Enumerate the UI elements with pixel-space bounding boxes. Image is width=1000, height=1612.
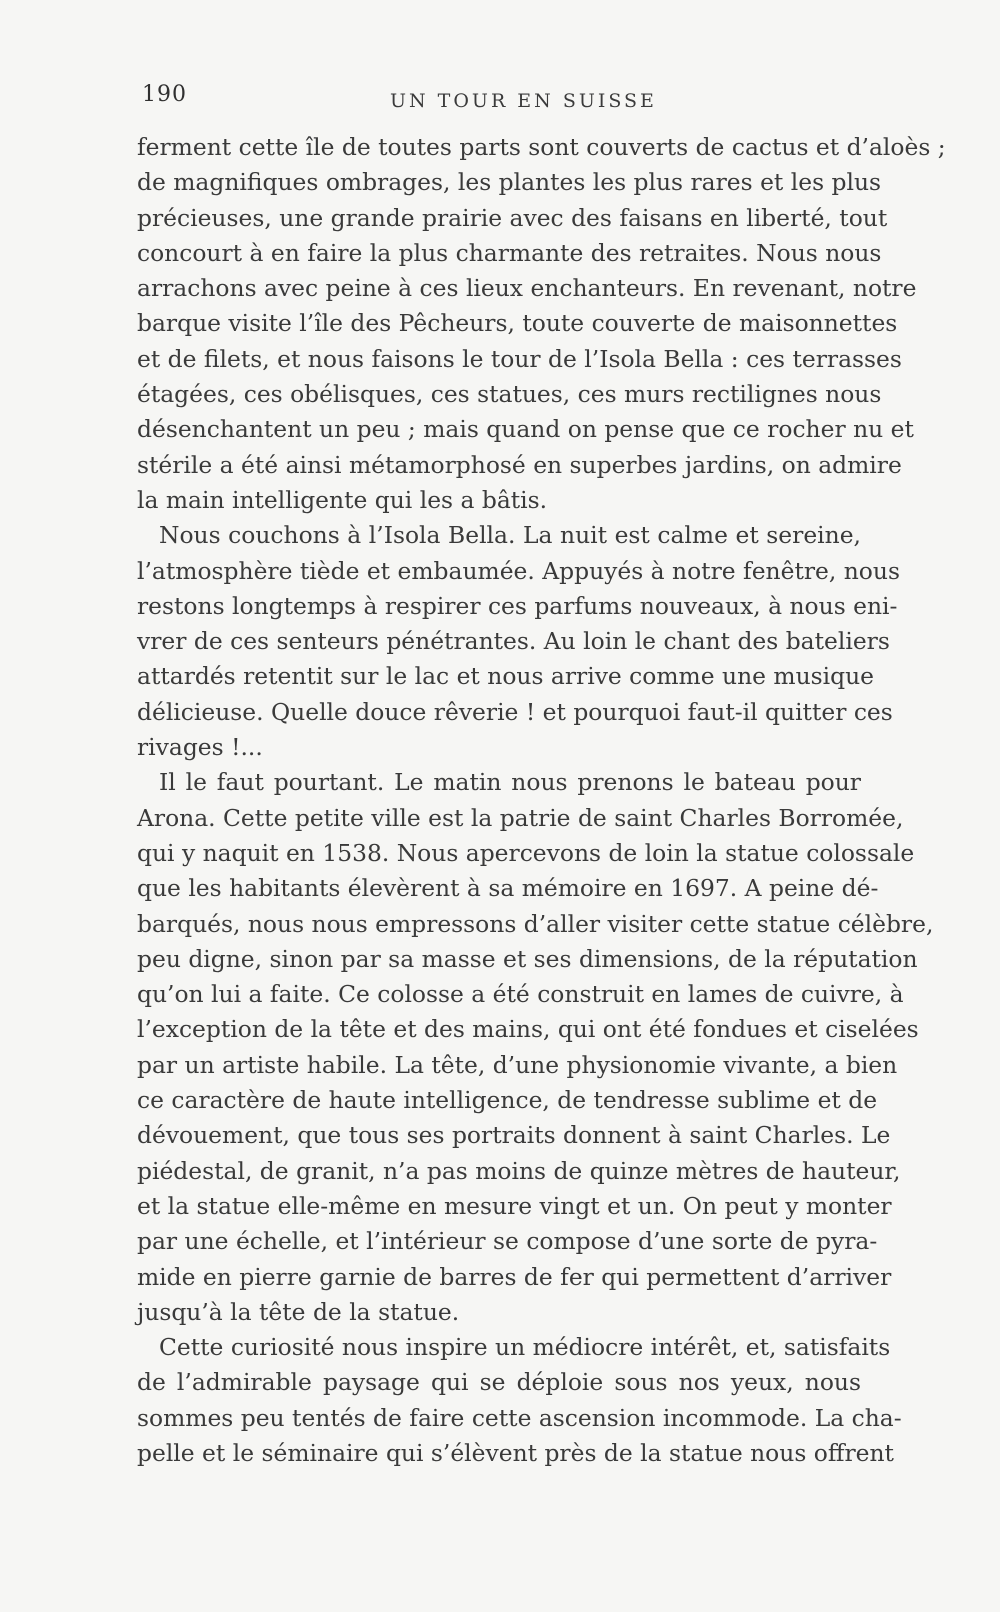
text-line: Nous couchons à l’Isola Bella. La nuit est calme et sereine, [159, 521, 861, 550]
text-line: Arona. Cette petite ville est la patrie de saint Charles Borromée, [137, 803, 904, 832]
paragraph [137, 518, 900, 765]
text-line: dévouement, que tous ses portraits donnent à saint Charles. Le [137, 1121, 891, 1150]
text-line: par un artiste habile. La tête, d’une physionomie vivante, a bien [137, 1050, 898, 1079]
paragraph [137, 765, 934, 1330]
text-line: et la statue elle-même en mesure vingt et un. On peut y monter [137, 1191, 892, 1220]
text-line: l’atmosphère tiède et embaumée. Appuyés à notre fenêtre, nous [137, 556, 900, 585]
text-line: restons longtemps à respirer ces parfums nouveaux, à nous eni- [137, 591, 898, 620]
text-line: qu’on lui a faite. Ce colosse a été construit en lames de cuivre, à [137, 980, 904, 1009]
text-line: pelle et le séminaire qui s’élèvent près de la statue nous offrent [137, 1438, 894, 1467]
text-line: concourt à en faire la plus charmante des retraites. Nous nous [137, 238, 882, 267]
text-line: qui y naquit en 1538. Nous apercevons de loin la statue colossale [137, 838, 915, 867]
text-line: Il le faut pourtant. Le matin nous prenons le bateau pour [159, 768, 861, 797]
text-line: Cette curiosité nous inspire un médiocre intérêt, et, satisfaits [159, 1333, 891, 1362]
text-line: et de filets, et nous faisons le tour de l’Isola Bella : ces terrasses [137, 344, 902, 373]
paragraph [137, 130, 946, 518]
text-line: la main intelligente qui les a bâtis. [137, 485, 548, 514]
text-line: par une échelle, et l’intérieur se compose d’une sorte de pyra- [137, 1227, 878, 1256]
text-line: délicieuse. Quelle douce rêverie ! et pourquoi faut-il quitter ces [137, 697, 893, 726]
page-number: 190 [142, 82, 187, 107]
text-line: précieuses, une grande prairie avec des faisans en liberté, tout [137, 203, 888, 232]
text-line: l’exception de la tête et des mains, qui ont été fondues et ciselées [137, 1015, 919, 1044]
text-line: stérile a été ainsi métamorphosé en superbes jardins, on admire [137, 450, 902, 479]
text-line: barqués, nous nous empressons d’aller visiter cette statue célèbre, [137, 909, 934, 938]
running-title: UN TOUR EN SUISSE [390, 90, 657, 112]
text-line: peu digne, sinon par sa masse et ses dimensions, de la réputation [137, 944, 918, 973]
text-line: rivages !... [137, 733, 263, 762]
text-line: ferment cette île de toutes parts sont couverts de cactus et d’aloès ; [137, 133, 946, 161]
text-line: attardés retentit sur le lac et nous arrive comme une musique [137, 662, 875, 691]
text-line: de magnifiques ombrages, les plantes les plus rares et les plus [137, 168, 882, 197]
text-line: piédestal, de granit, n’a pas moins de quinze mètres de hauteur, [137, 1156, 901, 1185]
text-line: désenchantent un peu ; mais quand on pense que ce rocher nu et [137, 415, 914, 444]
text-line: vrer de ces senteurs pénétrantes. Au loin le chant des bateliers [137, 627, 890, 656]
text-line: mide en pierre garnie de barres de fer qui permettent d’arriver [137, 1262, 892, 1291]
text-line: étagées, ces obélisques, ces statues, ces murs rectilignes nous [137, 380, 882, 409]
text-line: ce caractère de haute intelligence, de tendresse sublime et de [137, 1086, 878, 1115]
text-line: jusqu’à la tête de la statue. [137, 1297, 460, 1326]
text-line: que les habitants élevèrent à sa mémoire en 1697. A peine dé- [137, 874, 879, 903]
text-line: sommes peu tentés de faire cette ascension incommode. La cha- [137, 1403, 902, 1432]
text-line: barque visite l’île des Pêcheurs, toute couverte de maisonnettes [137, 309, 898, 338]
text-line: arrachons avec peine à ces lieux enchanteurs. En revenant, notre [137, 274, 917, 303]
body-text [137, 130, 946, 1471]
text-line: de l’admirable paysage qui se déploie sous nos yeux, nous [137, 1368, 861, 1397]
paragraph [137, 1330, 902, 1471]
